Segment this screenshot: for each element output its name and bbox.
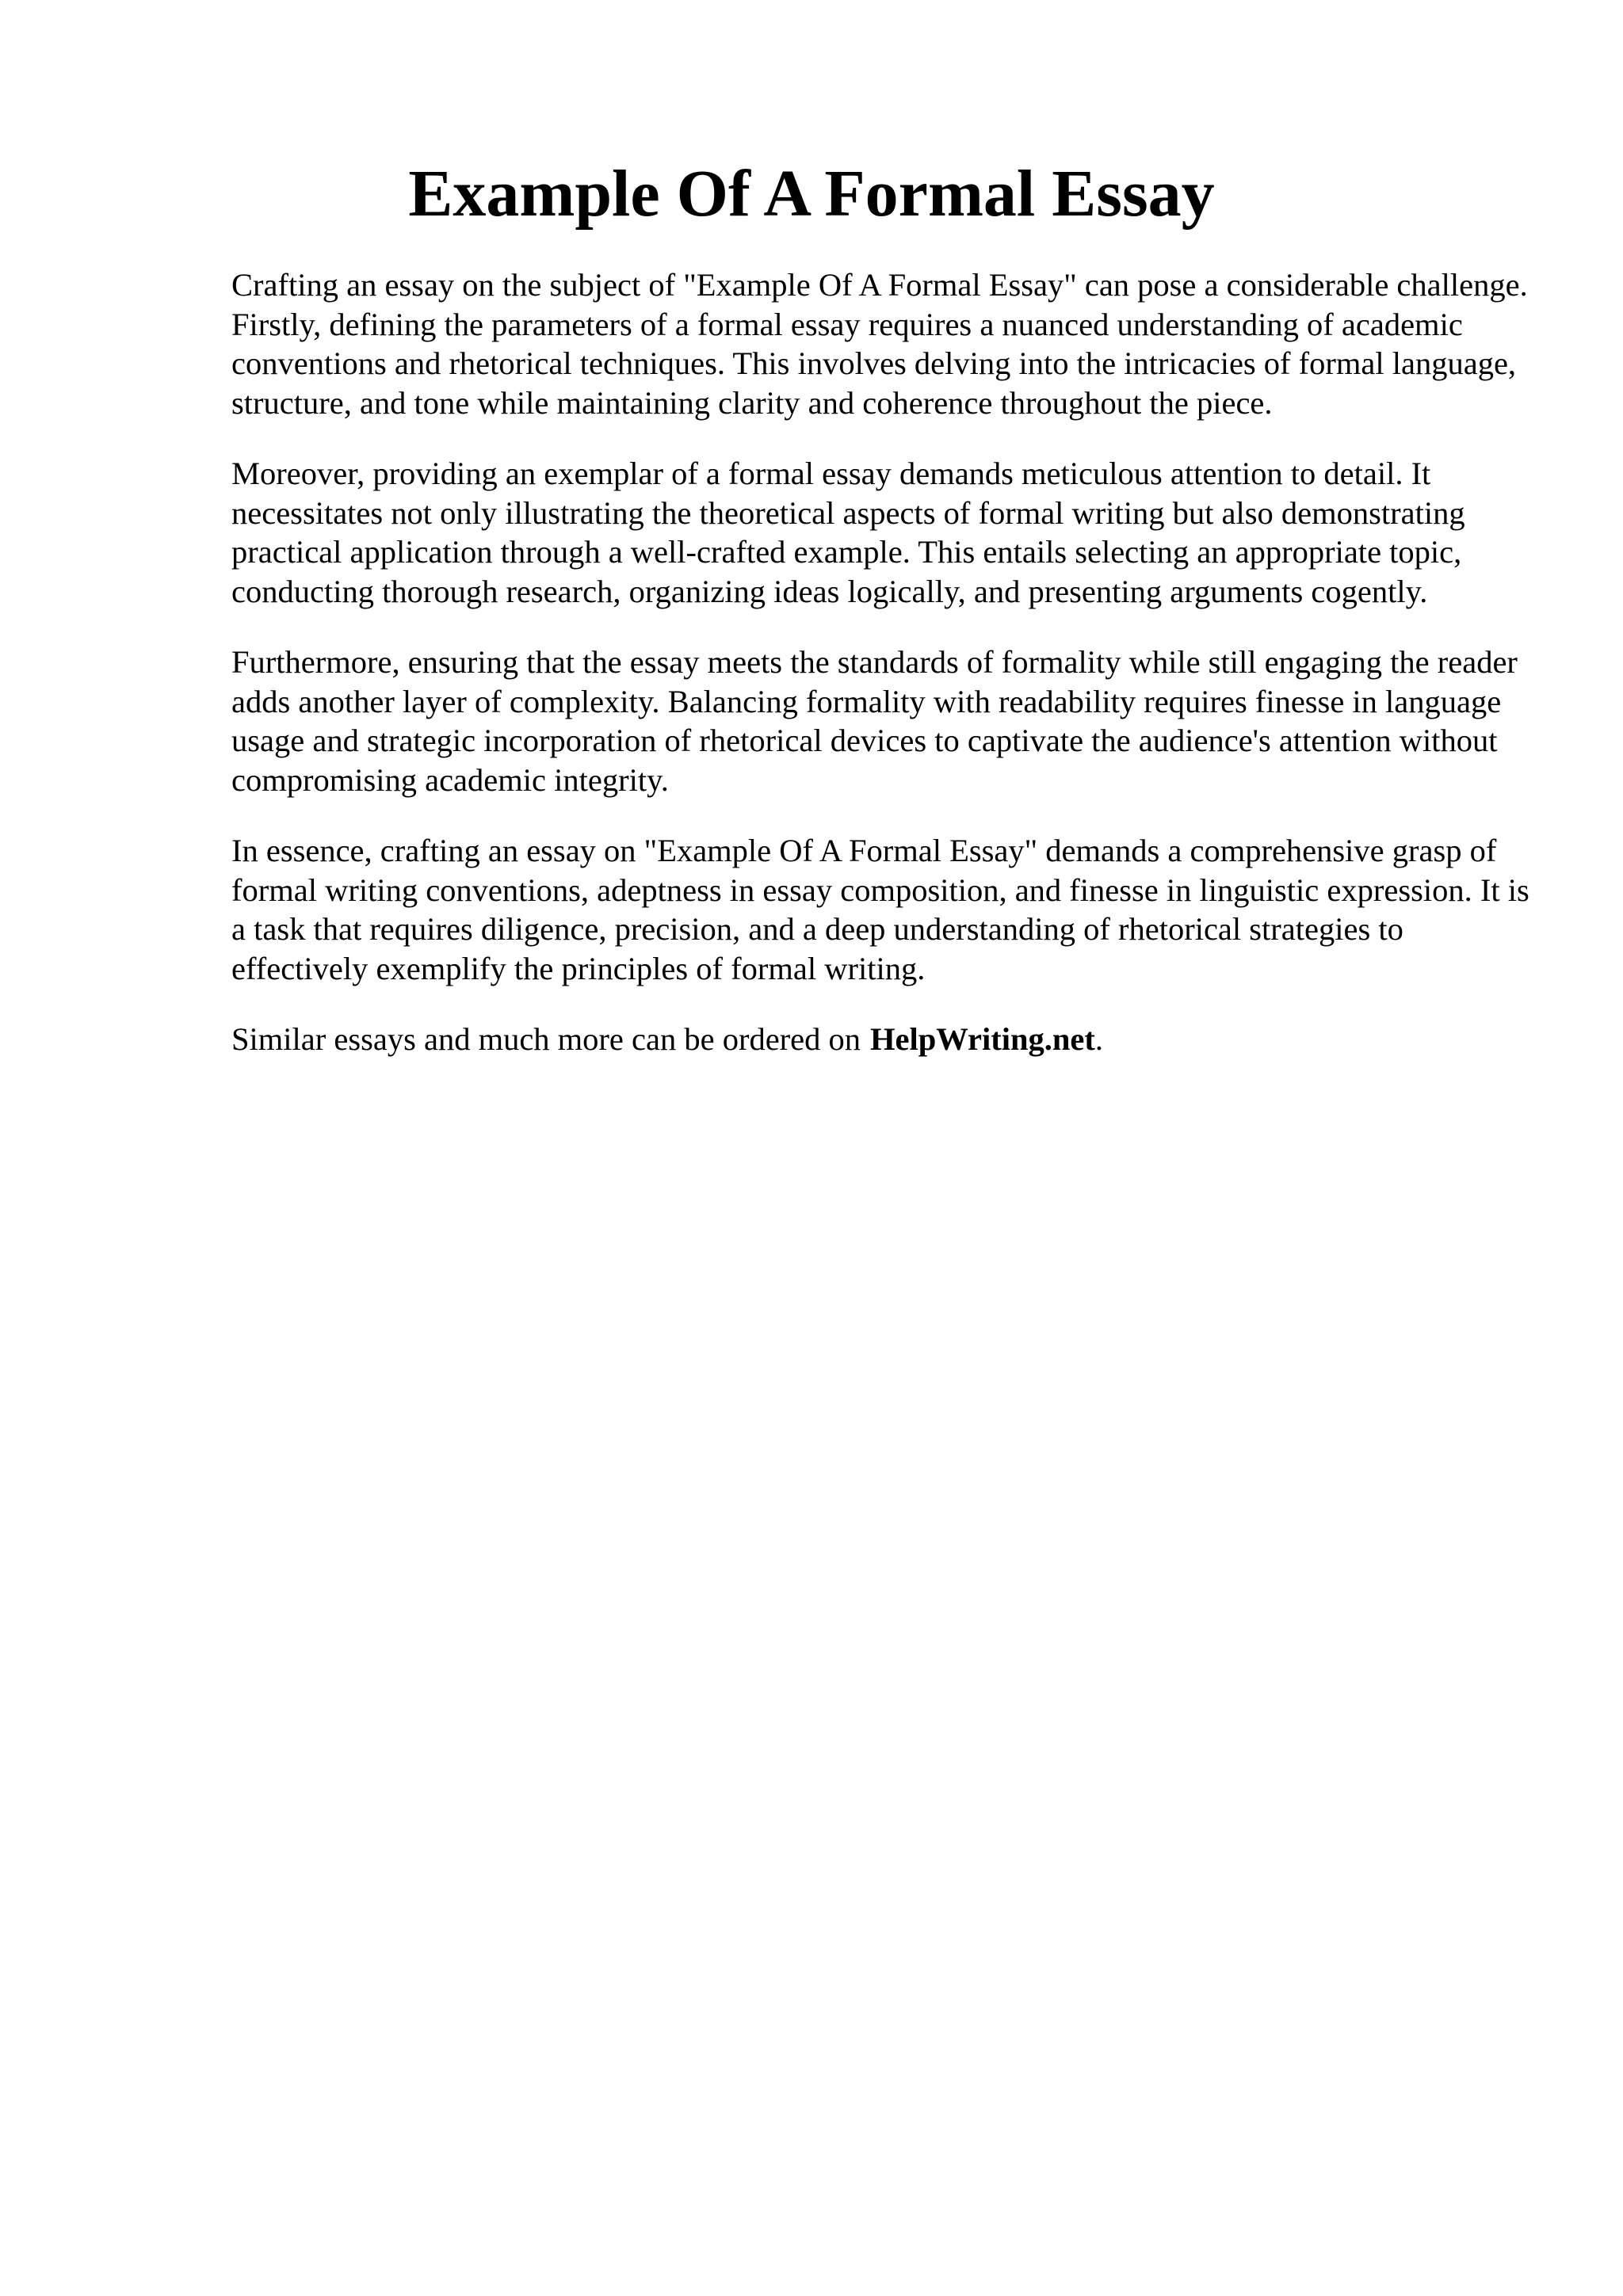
order-note [231, 1020, 1531, 1059]
paragraph-2: Moreover, providing an exemplar of a formal essay demands meticulous attention to detail. It necessitates not only illustrating the theoretical aspects of formal writing but also demonstrating practical application through a well-crafted example. This entails selecting an appropriate topic, conducting thorough research, organizing ideas logically, and presenting arguments cogently. [231, 456, 1465, 609]
document-body [231, 265, 1531, 1059]
paragraph-4: In essence, crafting an essay on "Example Of A Formal Essay" demands a comprehensive grasp of formal writing conventions, adeptness in essay composition, and finesse in linguistic expression. It is a task that requires diligence, precision, and a deep understanding of rhetorical strategies to effectively exemplify the principles of formal writing. [231, 833, 1529, 986]
paragraph-3: Furthermore, ensuring that the essay meets the standards of formality while still engaging the reader adds another layer of complexity. Balancing formality with readability requires finesse in language usage and strategic incorporation of rhetorical devices to captivate the audience's attention without compromising academic integrity. [231, 644, 1518, 798]
order-note-text: Similar essays and much more can be ordered on [231, 1021, 861, 1057]
document-title: Example Of A Formal Essay [408, 157, 1215, 231]
paragraph-1: Crafting an essay on the subject of "Example Of A Formal Essay" can pose a considerable challenge. Firstly, defining the parameters of a formal essay requires a nuanced understanding of academic conventions and rhetorical techniques. This involves delving into the intricacies of formal language, structure, and tone while maintaining clarity and coherence throughout the piece. [231, 267, 1528, 421]
brand-link[interactable]: HelpWriting.net [870, 1021, 1095, 1057]
order-note-end: . [1094, 1021, 1104, 1057]
